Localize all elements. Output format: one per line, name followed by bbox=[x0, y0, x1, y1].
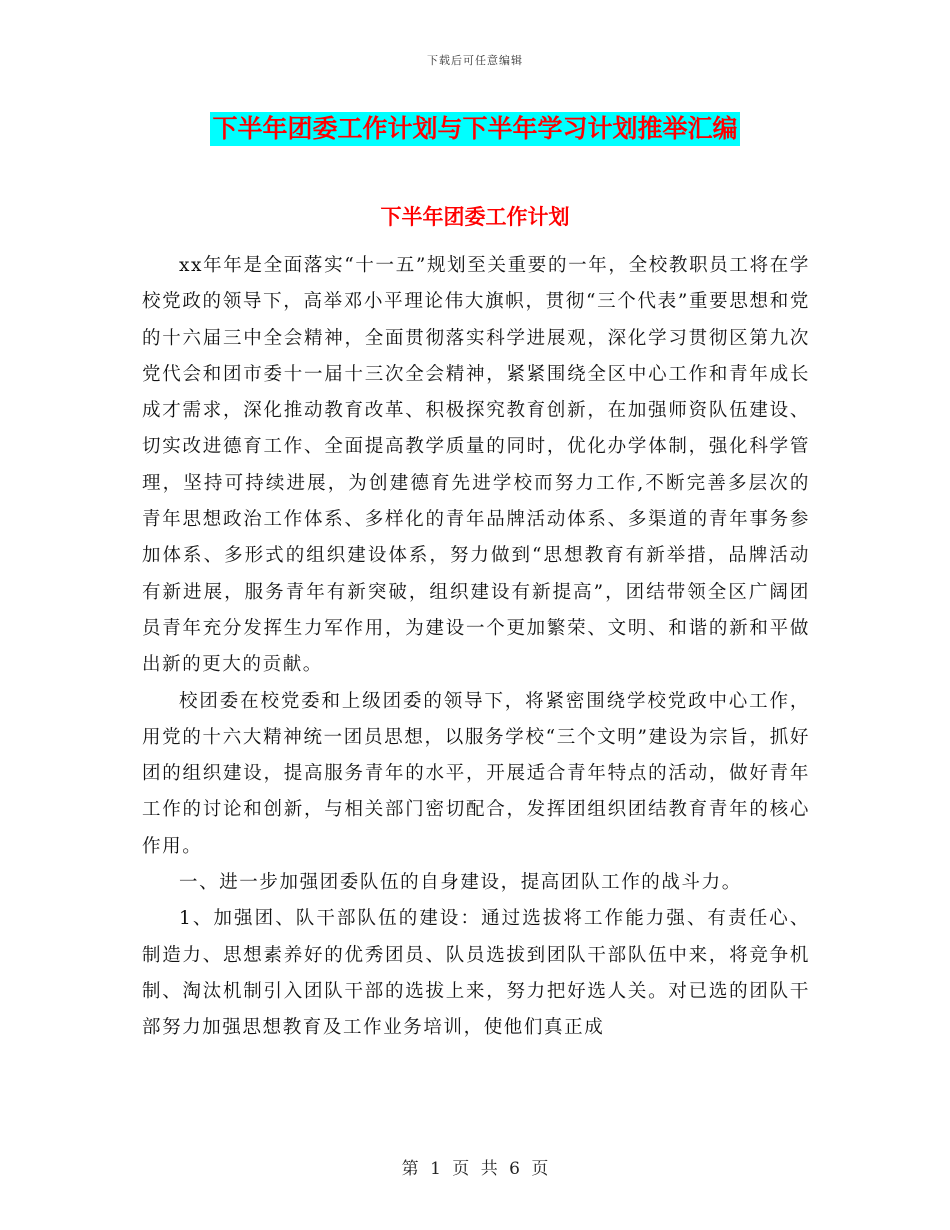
page-number-footer: 第 1 页 共 6 页 bbox=[401, 1159, 549, 1179]
page-header-note: 下载后可任意编辑 bbox=[427, 54, 523, 67]
paragraph: 1、加强团、队干部队伍的建设：通过选拔将工作能力强、有责任心、制造力、思想素养好的优秀团员、队员选拔到团队干部队伍中来，将竞争机制、淘汰机制引入团队干部的选拔上来，努力把好选人关。对已选的团队干部努力加强思想教育及工作业务培训，使他们真正成 bbox=[142, 908, 810, 1039]
document-title-container bbox=[0, 112, 950, 146]
section-title: 下半年团委工作计划 bbox=[380, 204, 570, 229]
paragraph: 一、进一步加强团委队伍的自身建设，提高团队工作的战斗力。 bbox=[179, 872, 742, 894]
document-body bbox=[142, 248, 810, 1047]
paragraph: 校团委在校党委和上级团委的领导下，将紧密围绕学校党政中心工作，用党的十六大精神统一团员思想，以服务学校“三个文明”建设为宗旨，抓好团的组织建设，提高服务青年的水平，开展适合青年特点的活动，做好青年工作的讨论和创新，与相关部门密切配合，发挥团组织团结教育青年的核心作用。 bbox=[142, 690, 810, 857]
paragraph: xx年年是全面落实“十一五”规划至关重要的一年，全校教职员工将在学校党政的领导下，高举邓小平理论伟大旗帜，贯彻“三个代表”重要思想和党的十六届三中全会精神，全面贯彻落实科学进展观，深化学习贯彻区第九次党代会和团市委十一届十三次全会精神，紧紧围绕全区中心工作和青年成长成才需求，深化推动教育改革、积极探究教育创新，在加强师资队伍建设、切实改进德育工作、全面提高教学质量的同时，优化办学体制，强化科学管理，坚持可持续进展，为创建德育先进学校而努力工作,不断完善多层次的青年思想政治工作体系、多样化的青年品牌活动体系、多渠道的青年事务参加体系、多形式的组织建设体系，努力做到“思想教育有新举措，品牌活动有新进展，服务青年有新突破，组织建设有新提高”，团结带领全区广阔团员青年充分发挥生力军作用，为建设一个更加繁荣、文明、和谐的新和平做出新的更大的贡献。 bbox=[142, 255, 810, 676]
document-title: 下半年团委工作计划与下半年学习计划推举汇编 bbox=[210, 112, 739, 146]
